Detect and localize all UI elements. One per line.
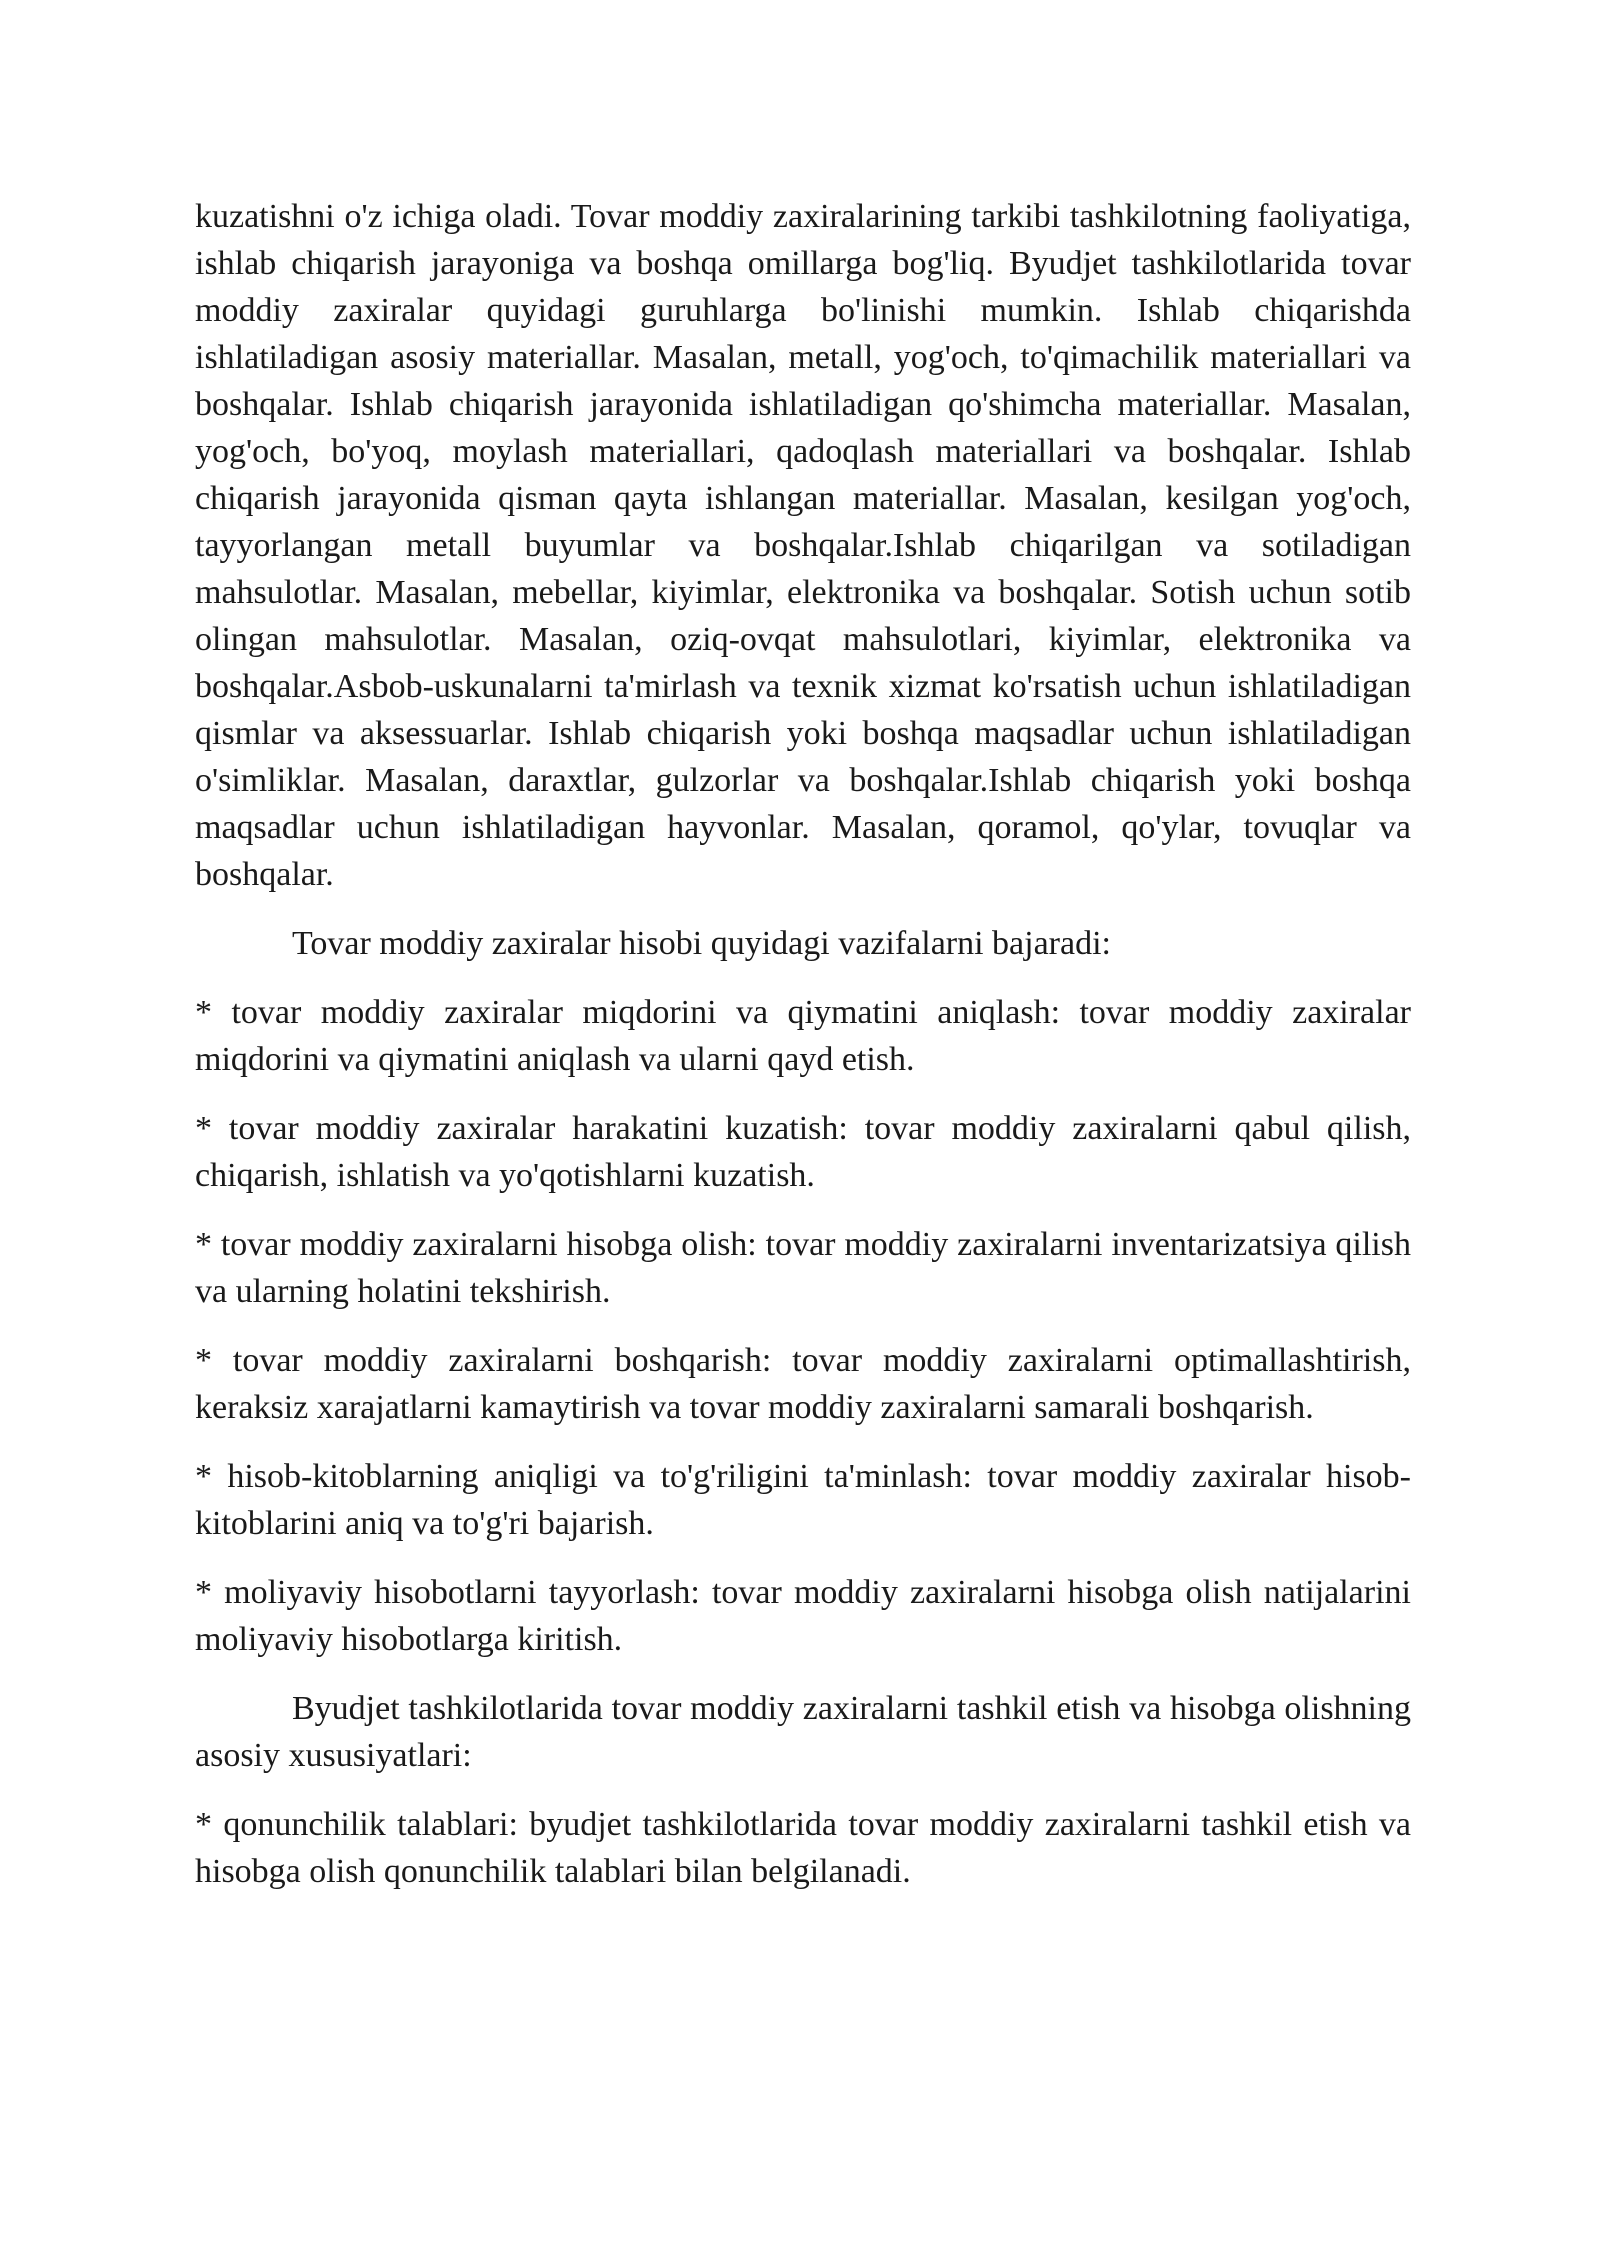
section-intro-paragraph: Byudjet tashkilotlarida tovar moddiy zaxiralarni tashkil etish va hisobga olishning asosiy xususiyatlari: [195, 1690, 1411, 1774]
list-item: * tovar moddiy zaxiralarni hisobga olish: tovar moddiy zaxiralarni inventarizatsiya qilish va ularning holatini tekshirish. [195, 1226, 1411, 1310]
list-item: * tovar moddiy zaxiralarni boshqarish: tovar moddiy zaxiralarni optimallashtirish, keraksiz xarajatlarni kamaytirish va tovar moddiy zaxiralarni samarali boshqarish. [195, 1342, 1411, 1426]
list-item: * tovar moddiy zaxiralar miqdorini va qiymatini aniqlash: tovar moddiy zaxiralar miqdorini va qiymatini aniqlash va ularni qayd etish. [195, 994, 1411, 1078]
list-item: * moliyaviy hisobotlarni tayyorlash: tovar moddiy zaxiralarni hisobga olish natijalarini moliyaviy hisobotlarga kiritish. [195, 1574, 1411, 1658]
list-item: * hisob-kitoblarning aniqligi va to'g'riligini ta'minlash: tovar moddiy zaxiralar hisob-kitoblarini aniq va to'g'ri bajarish. [195, 1458, 1411, 1542]
document-page [195, 193, 1411, 1895]
body-paragraph: kuzatishni o'z ichiga oladi. Tovar moddiy zaxiralarining tarkibi tashkilotning faoliyatiga, ishlab chiqarish jarayoniga va boshqa omillarga bog'liq. Byudjet tashkilotlarida tovar moddiy zaxiralar quyidagi guruhlarga bo'linishi mumkin. Ishlab chiqarishda ishlatiladigan asosiy materiallar. Masalan, metall, yog'och, to'qimachilik materiallari va boshqalar. Ishlab chiqarish jarayonida ishlatiladigan qo'shimcha materiallar. Masalan, yog'och, bo'yoq, moylash materiallari, qadoqlash materiallari va boshqalar. Ishlab chiqarish jarayonida qisman qayta ishlangan materiallar. Masalan, kesilgan yog'och, tayyorlangan metall buyumlar va boshqalar.Ishlab chiqarilgan va sotiladigan mahsulotlar. Masalan, mebellar, kiyimlar, elektronika va boshqalar. Sotish uchun sotib olingan mahsulotlar. Masalan, oziq-ovqat mahsulotlari, kiyimlar, elektronika va boshqalar.Asbob-uskunalarni ta'mirlash va texnik xizmat ko'rsatish uchun ishlatiladigan qismlar va aksessuarlar. Ishlab chiqarish yoki boshqa maqsadlar uchun ishlatiladigan o'simliklar. Masalan, daraxtlar, gulzorlar va boshqalar.Ishlab chiqarish yoki boshqa maqsadlar uchun ishlatiladigan hayvonlar. Masalan, qoramol, qo'ylar, tovuqlar va boshqalar. [195, 198, 1411, 893]
list-item: * tovar moddiy zaxiralar harakatini kuzatish: tovar moddiy zaxiralarni qabul qilish, chiqarish, ishlatish va yo'qotishlarni kuzatish. [195, 1110, 1411, 1194]
list-item: * qonunchilik talablari: byudjet tashkilotlarida tovar moddiy zaxiralarni tashkil etish va hisobga olish qonunchilik talablari bilan belgilanadi. [195, 1806, 1411, 1890]
section-intro-paragraph: Tovar moddiy zaxiralar hisobi quyidagi vazifalarni bajaradi: [292, 925, 1111, 962]
